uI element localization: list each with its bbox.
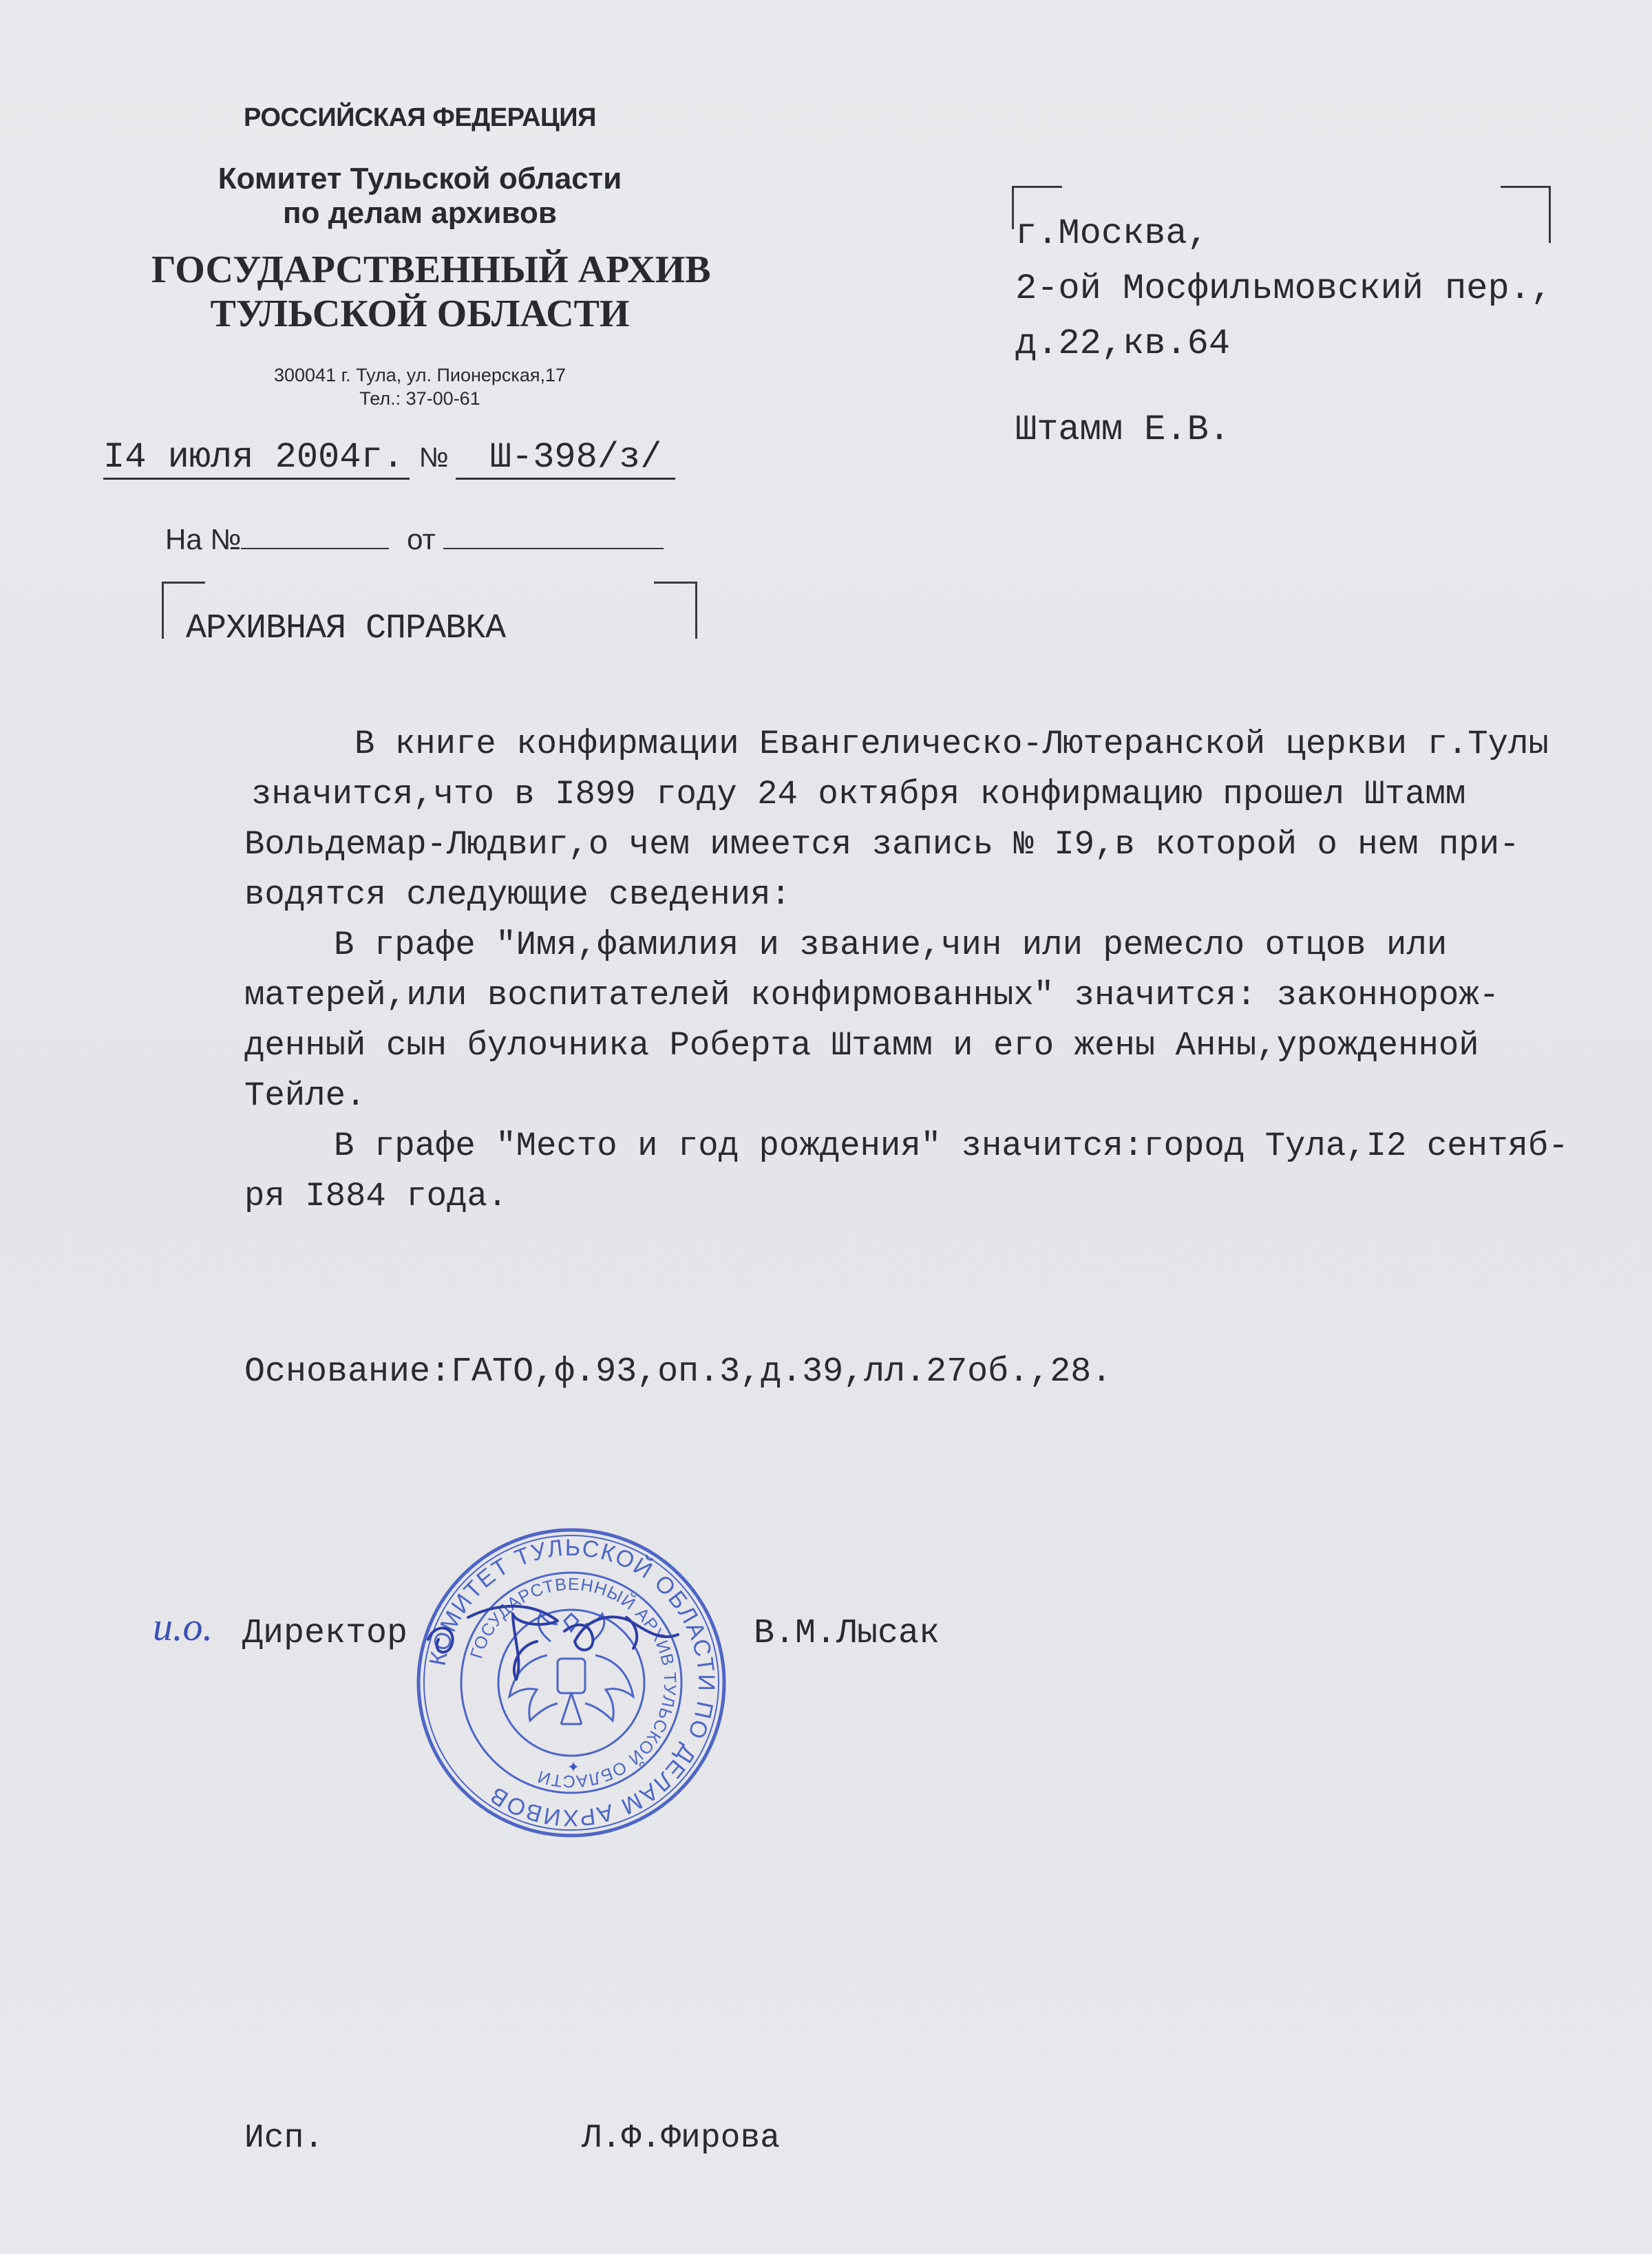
body-line: денный сын булочника Роберта Штамм и его жены Анны,урожденной	[244, 1026, 1479, 1065]
recipient-name: Штамм Е.В.	[1015, 410, 1231, 450]
registration-date: I4 июля 2004г.	[103, 437, 410, 480]
reference-date-blank	[443, 527, 664, 549]
reference-number-blank	[241, 527, 389, 549]
registration-number-label: №	[419, 443, 449, 473]
signature-prefix-handwritten: и.о.	[153, 1604, 213, 1649]
letterhead-committee	[200, 162, 640, 231]
title-corner-right	[654, 582, 697, 639]
reference-na-label: На №	[165, 523, 242, 555]
letterhead-archive-line1: ГОСУДАРСТВЕННЫЙ АРХИВ	[151, 248, 711, 291]
recipient-corner-right	[1501, 186, 1551, 243]
body-line: Тейле.	[244, 1076, 366, 1115]
body-line: Вольдемар-Людвиг,о чем имеется запись № I9,в которой о нем при-	[244, 825, 1520, 864]
signature-position: Директор	[242, 1614, 408, 1653]
body-line: водятся следующие сведения:	[244, 875, 791, 914]
letterhead-address: 300041 г. Тула, ул. Пионерская,17	[274, 365, 566, 385]
registration-line	[103, 437, 675, 480]
body-paragraph-2	[244, 920, 1635, 1121]
signature-name: В.М.Лысак	[754, 1614, 940, 1653]
body-line: значится,что в I899 году 24 октября конфирмацию прошел Штамм	[251, 775, 1466, 814]
reference-ot-label: от	[407, 523, 436, 555]
body-line: В графе "Имя,фамилия и звание,чин или ремесло отцов или	[334, 926, 1448, 964]
executor-label: Исп.	[244, 2120, 324, 2157]
letterhead-archive-line2: ТУЛЬСКОЙ ОБЛАСТИ	[210, 293, 630, 335]
recipient-line3: д.22,кв.64	[1015, 323, 1231, 364]
letterhead-committee-line2: по делам архивов	[283, 196, 557, 230]
recipient-line2: 2-ой Мосфильмовский пер.,	[1015, 268, 1553, 309]
letterhead-address-block	[241, 363, 599, 410]
reference-line	[165, 523, 664, 556]
letterhead-country: РОССИЙСКАЯ ФЕДЕРАЦИЯ	[244, 103, 596, 132]
handwritten-signature	[420, 1576, 709, 1693]
body-paragraph-3	[244, 1121, 1635, 1222]
body-line: матерей,или воспитателей конфирмованных" значится: законнорож-	[244, 976, 1500, 1014]
recipient-line1: г.Москва,	[1015, 213, 1209, 254]
executor-name: Л.Ф.Фирова	[582, 2120, 781, 2157]
letterhead-committee-line1: Комитет Тульской области	[218, 162, 622, 195]
letterhead-archive	[151, 248, 711, 336]
stamp-outer-text: КОМИТЕТ ТУЛЬСКОЙ ОБЛАСТИ ПО ДЕЛАМ АРХИВОВ	[424, 1534, 720, 1831]
body-line: В книге конфирмации Евангелическо-Лютеранской церкви г.Тулы	[354, 725, 1549, 763]
body-line: ря I884 года.	[244, 1177, 508, 1215]
document-basis: Основание:ГАТО,ф.93,оп.3,д.39,лл.27об.,28.	[244, 1352, 1112, 1392]
stamp-inner-text: ГОСУДАРСТВЕННЫЙ АРХИВ ТУЛЬСКОЙ ОБЛАСТИ	[467, 1574, 680, 1791]
document-title: АРХИВНАЯ СПРАВКА	[186, 609, 506, 648]
letterhead-phone: Тел.: 37-00-61	[359, 388, 480, 409]
body-paragraph-1	[244, 719, 1635, 920]
registration-number: Ш-398/з/	[456, 437, 676, 480]
stamp-star-icon: ✦	[566, 1758, 580, 1776]
body-line: В графе "Место и год рождения" значится:город Тула,I2 сентяб-	[334, 1127, 1569, 1165]
document-body	[244, 719, 1635, 1222]
